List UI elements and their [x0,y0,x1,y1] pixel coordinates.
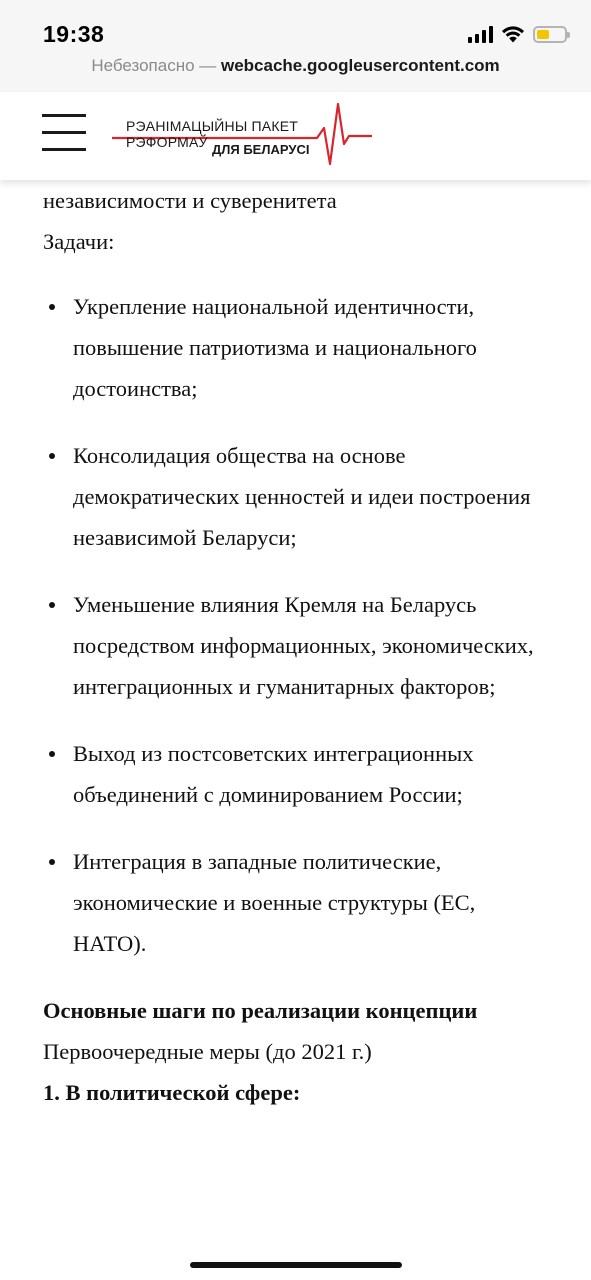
site-header [0,92,591,180]
tasks-heading: Задачи: [43,229,115,254]
clock-time: 19:38 [43,21,105,47]
wifi-icon [501,25,525,43]
steps-heading: Основные шаги по реализации концепции [43,998,478,1023]
battery-icon [533,26,567,43]
cellular-signal-icon [468,26,493,43]
site-logo[interactable] [112,100,372,172]
list-item: Выход из постсоветских интеграционных объединений с доминированием России; [43,733,553,815]
first-measures-text: Первоочередные меры (до 2021 г.) [43,1039,372,1064]
political-sphere-heading: 1. В политической сфере: [43,1080,301,1105]
list-item: Интеграция в западные политические, экономические и военные структуры (ЕС, НАТО). [43,841,553,964]
tasks-list [43,286,553,964]
battery-level [537,30,549,39]
list-item: Консолидация общества на основе демократических ценностей и идеи построения независимой Беларуси; [43,435,553,558]
paragraph-continuation: независимости и суверенитета [43,188,337,213]
list-item: Укрепление национальной идентичности, повышение патриотизма и национального достоинства; [43,286,553,409]
logo-title: РЭАНІМАЦЫЙНЫ ПАКЕТ РЭФОРМАЎ [126,118,298,150]
logo-subtitle: ДЛЯ БЕЛАРУСІ [212,142,310,157]
status-bar [0,0,591,92]
system-icons [468,22,567,46]
url-domain: webcache.googleusercontent.com [221,56,500,75]
list-item: Уменьшение влияния Кремля на Беларусь посредством информационных, экономических, интеграционных и гуманитарных факторов; [43,584,553,707]
home-indicator[interactable] [190,1262,402,1268]
address-bar[interactable] [0,56,591,76]
article-content [43,180,553,1113]
hamburger-menu-icon[interactable] [42,114,86,152]
security-label: Небезопасно — [91,56,217,75]
